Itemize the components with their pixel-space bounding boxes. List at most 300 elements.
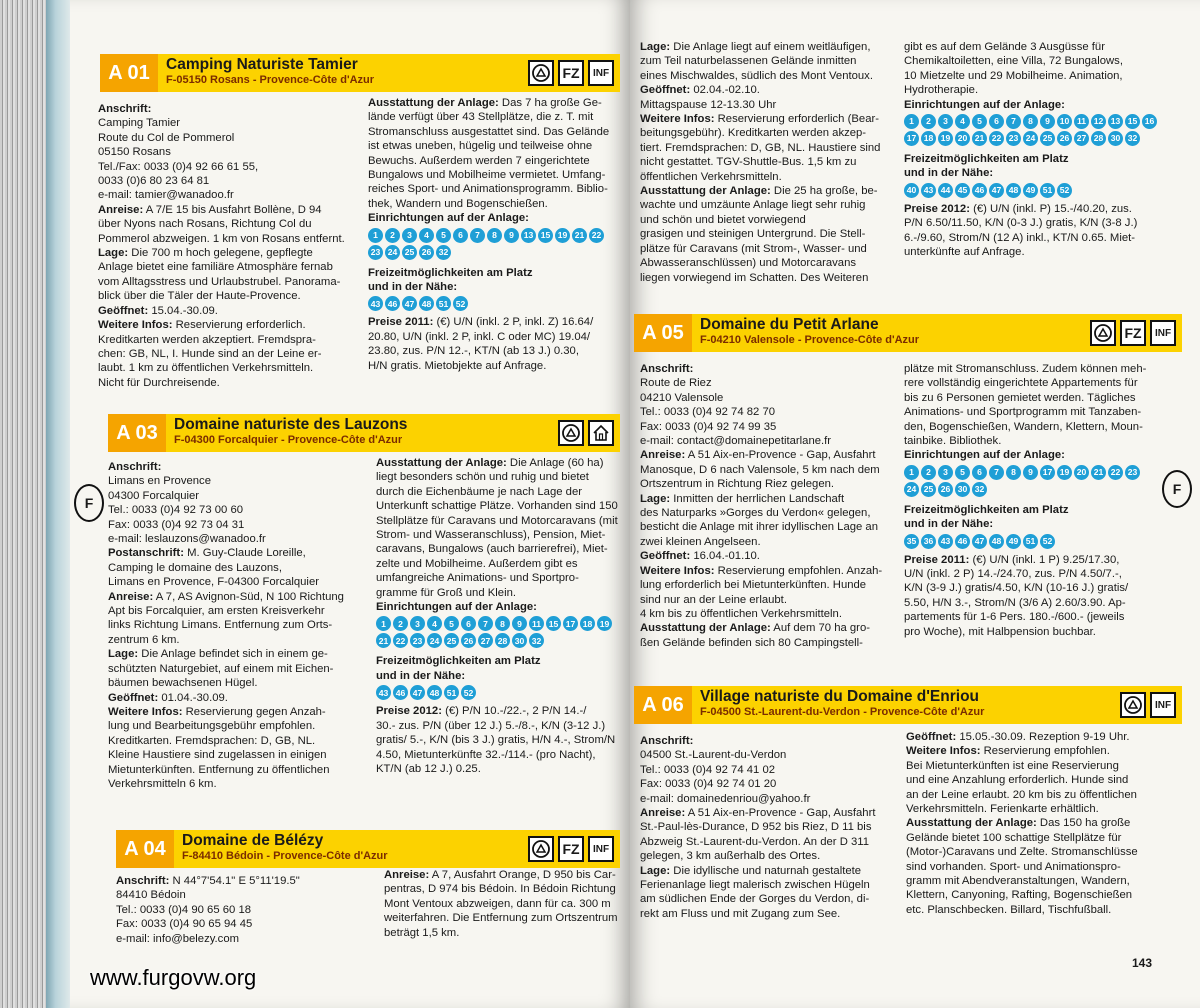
a01-right-column [368,96,618,373]
text-line: Preise 2011: (€) U/N (inkl. 2 P, inkl. Z) 16.64/ [368,316,594,329]
facility-number-badge: 26 [461,633,476,648]
facility-number-badge: 46 [385,296,400,311]
facility-number-badge: 18 [580,616,595,631]
facility-number-badge: 24 [385,245,400,260]
facility-number-badge: 5 [444,616,459,631]
facility-number-badge: 27 [1074,131,1089,146]
facility-number-badge: 9 [1040,114,1055,129]
campsite-location: F-84410 Bédoin - Provence-Côte d'Azur [182,850,388,862]
entry-title-bar [158,54,620,92]
text-line: reiches Sport- und Animationsprogramm. Biblio- [368,183,608,196]
a01-left-column [98,102,364,390]
entry-code: A 05 [634,314,692,352]
text-line: 23.80, zus. P/N 12.-, KT/N (ab 13 J.) 0.30, [368,345,579,358]
facility-number-badge: 8 [495,616,510,631]
campsite-name: Domaine du Petit Arlane [700,316,879,333]
facility-number-badge: 19 [938,131,953,146]
facility-number-badge: 52 [1040,534,1055,549]
prices [904,202,1166,260]
text-line: vom Alltagsstress und Urlaubstrubel. Panorama- [98,275,341,288]
text-line: Geöffnet: 02.04.-02.10. [640,84,760,97]
entry-header-a05 [634,314,1182,352]
text-line: zelte und Mobilheime. Außerdem gibt es [376,557,578,570]
campsite-name: Domaine de Bélézy [182,832,324,849]
text-line: Stromanschluss ausgestattet sind. Das Gelände [368,125,610,138]
campsite-location: F-04210 Valensole - Provence-Côte d'Azur [700,334,920,346]
leisure-label-2: und in der Nähe: [904,167,994,180]
facility-number-badge: 2 [921,114,936,129]
text-line: Hydrotherapie. [904,84,979,97]
facility-number-badge: 18 [921,131,936,146]
text-line: Geöffnet: 01.04.-30.09. [108,691,228,704]
facility-number-badge: 22 [989,131,1004,146]
text-line: Mont Ventoux abzweigen, dann für ca. 300 m [384,897,611,910]
text-line: blick über die Täler der Haute-Provence. [98,290,301,303]
text-line: Fax: 0033 (0)4 92 74 01 20 [640,778,777,791]
facilities-label: Einrichtungen auf der Anlage: [376,601,537,614]
facility-number-badge: 11 [1074,114,1089,129]
facility-number-badge: 32 [1125,131,1140,146]
text-line: Strom- und Wasseranschluss), Pension, Miet- [376,529,606,542]
fz-icon: FZ [1120,320,1146,346]
facility-number-badge: 3 [938,114,953,129]
inf-icon: INF [1150,320,1176,346]
text-line: 04500 St.-Laurent-du-Verdon [640,749,787,762]
facility-number-badge: 20 [955,131,970,146]
facility-number-badge: 7 [989,465,1004,480]
text-line: 4.50, Mietunterkünfte 32.-/114.- (pro Nacht), [376,748,596,761]
facility-number-badge: 9 [512,616,527,631]
text-line: Preise 2012: (€) U/N (inkl. P) 15.-/40.20, zus. [904,202,1132,215]
text-line: zentrum 6 km. [108,633,180,646]
facility-number-badge: 8 [1006,465,1021,480]
text-line: e-mail: contact@domainepetitarlane.fr [640,435,832,448]
leisure-label-2: und in der Nähe: [376,669,466,682]
facility-number-badge: 1 [904,465,919,480]
a04-continued-column [640,40,892,285]
text-line: Limans en Provence, F-04300 Forcalquier [108,576,319,589]
text-line: Geöffnet: 15.05.-30.09. Rezeption 9-19 Uhr. [906,731,1130,743]
text-line: 6.-/9.60, Strom/N (12 A) inkl., KT/N 0.65. Miet- [904,231,1136,244]
campsite-name: Village naturiste du Domaine d'Enriou [700,688,979,705]
facility-number-badge: 32 [436,245,451,260]
facility-number-badge: 36 [921,534,936,549]
text-line: Preise 2012: (€) P/N 10.-/22.-, 2 P/N 14.-/ [376,705,587,718]
facility-number-list [904,465,1154,497]
text-line: links Richtung Limans. Entfernung zum Orts- [108,619,333,632]
facility-number-badge: 49 [1023,183,1038,198]
facility-number-badge: 15 [1125,114,1140,129]
leisure-label: Freizeitmöglichkeiten am Platz [904,503,1069,516]
text-line: Fax: 0033 (0)4 90 65 94 45 [116,918,253,931]
facility-number-badge: 28 [495,633,510,648]
text-line: Anschrift: N 44°7'54.1" E 5°11'19.5" [116,875,300,887]
facility-number-badge: 21 [1091,465,1106,480]
a04-left-column [116,874,376,946]
facility-number-badge: 5 [972,114,987,129]
text-line: Camping Tamier [98,117,181,130]
facility-number-badge: 47 [402,296,417,311]
text-line: Abwasseranschlüssen) und Motorcaravans [640,257,857,270]
text-line: Chemikaltoiletten, eine Villa, 72 Bungalows, [904,55,1123,68]
text-line: bis zu 6 Personen gemietet werden. Tägliches [904,391,1136,404]
facility-number-badge: 28 [1091,131,1106,146]
text-line: gelegen, 3 km außerhalb des Ortes. [640,850,821,863]
text-line: Lage: Die Anlage liegt auf einem weitläufigen, [640,41,871,53]
text-line: P/N 6.50/11.50, K/N (0-3 J.) gratis, K/N (3-8 J.) [904,217,1138,230]
facility-number-badge: 52 [1057,183,1072,198]
facility-icons [528,60,614,86]
country-badge-f: F [1162,470,1192,508]
text-line: über Nyons nach Rosans, Richtung Col du [98,218,312,231]
country-badge-f: F [74,484,104,522]
leisure-label: Freizeitmöglichkeiten am Platz [368,266,533,279]
facility-number-badge: 24 [1023,131,1038,146]
text-line: Apt bis Forcalquier, am ersten Kreisverkehr [108,605,325,618]
facility-number-badge: 47 [972,534,987,549]
entry-title-bar [174,830,620,868]
a01-description [368,96,618,211]
facilities-label: Einrichtungen auf der Anlage: [368,212,529,225]
entry-code: A 03 [108,414,166,452]
facility-number-badge: 6 [453,228,468,243]
facility-number-badge: 9 [1023,465,1038,480]
a03-left-column [108,460,370,791]
facility-number-badge: 23 [368,245,383,260]
text-line: Tel.: 0033 (0)4 92 74 82 70 [640,406,776,419]
text-line: 5.50, H/N 3.-, Strom/N (3/6 A) 2.60/3.90. Ap- [904,596,1126,609]
text-line: Kreditkarten. Fremdsprachen: D, GB, NL. [108,734,316,747]
text-line: den, Bogenschießen, Wandern, Klettern, Moun- [904,420,1143,433]
facility-number-badge: 43 [376,685,391,700]
text-line: KT/N (ab 12 J.) 0.25. [376,762,481,775]
leisure-number-list [368,296,618,311]
text-line: Lage: Die 700 m hoch gelegene, gepflegte [98,247,313,260]
text-line: Ausstattung der Anlage: Die Anlage (60 ha) [376,457,604,469]
acsi-card-icon [528,836,554,862]
text-line: grasigen und steinigen Untergrund. Die Stell- [640,228,866,241]
text-line: eines Mischwaldes, südlich des Mont Ventoux. [640,69,873,82]
facility-icons [558,420,614,446]
facility-number-badge: 7 [478,616,493,631]
facility-number-badge: 6 [972,465,987,480]
facility-number-badge: 22 [393,633,408,648]
prices [376,704,620,776]
acsi-card-icon [528,60,554,86]
text-line: Nicht für Durchreisende. [98,376,220,389]
text-line: Camping le domaine des Lauzons, [108,561,282,574]
text-line: Tel.: 0033 (0)4 92 74 41 02 [640,763,776,776]
text-line: e-mail: leslauzons@wanadoo.fr [108,533,266,546]
campsite-name: Domaine naturiste des Lauzons [174,416,408,433]
text-line: bäumen bewachsenen Hügel. [108,677,258,690]
facility-number-badge: 48 [419,296,434,311]
facility-number-badge: 15 [546,616,561,631]
text-line: tainbike. Bibliothek. [904,435,1002,448]
text-line: lände verfügt über 43 Stellplätze, die z. T. mit [368,111,594,124]
text-line: Ausstattung der Anlage: Das 7 ha große Ge- [368,97,602,109]
facility-number-badge: 13 [1108,114,1123,129]
text-line: besticht die Anlage mit ihrer idyllischen Lage an [640,521,879,534]
text-line: Ausstattung der Anlage: Das 150 ha große [906,817,1131,830]
facility-number-badge: 1 [368,228,383,243]
facility-number-badge: 3 [938,465,953,480]
a03-description [376,456,620,600]
facility-number-badge: 17 [1040,465,1055,480]
facility-number-badge: 47 [410,685,425,700]
text-line: zwei kleinen Angelseen. [640,535,761,548]
facility-number-badge: 26 [419,245,434,260]
a04-continued-right-column [904,40,1166,259]
text-line: Geöffnet: 15.04.-30.09. [98,304,218,317]
facility-number-list [904,114,1166,146]
facility-number-list [376,616,620,648]
facility-number-badge: 8 [487,228,502,243]
a06-left-column [640,734,896,921]
a05-description [904,362,1154,448]
facility-number-badge: 26 [1057,131,1072,146]
text-line: partements für 1-6 Pers. 180.-/600.- (jeweils [904,611,1125,624]
text-line: liegen vorwiegend im Schatten. Des Weiteren [640,271,869,284]
inf-icon: INF [588,60,614,86]
entry-code: A 06 [634,686,692,724]
text-line: Limans en Provence [108,475,211,488]
facility-number-badge: 51 [444,685,459,700]
text-line: Anreise: A 7/E 15 bis Ausfahrt Bollène, D 94 [98,203,322,216]
text-line: etc. Planschbecken. Billard, Tischfußball. [906,903,1112,916]
leisure-number-list [904,534,1154,549]
text-line: Animations- und Sportprogramm mit Tanzaben- [904,406,1142,419]
facility-number-badge: 5 [955,465,970,480]
text-line: gibt es auf dem Gelände 3 Ausgüsse für [904,41,1105,53]
facility-number-badge: 19 [555,228,570,243]
text-line: Ferienanlage liegt malerisch zwischen Hügeln [640,879,870,892]
facility-number-badge: 4 [427,616,442,631]
text-line: Verkehrsmitteln. Ferienkarte erhältlich. [906,803,1099,816]
facility-number-badge: 24 [904,482,919,497]
facility-number-badge: 1 [376,616,391,631]
facility-number-badge: 10 [1057,114,1072,129]
text-line: am südlichen Ende der Gorges du Verdon, di- [640,893,870,906]
book-page-edges [0,0,46,1008]
facility-number-badge: 27 [478,633,493,648]
left-page [70,0,630,1008]
text-line: Ortszentrum in Richtung Riez gelegen. [640,478,835,491]
a04-right-column [384,868,620,940]
text-line: 20.80, U/N (inkl. 2 P, inkl. C oder MC) 19.04/ [368,330,591,343]
text-line: Unterkunft schattige Plätze. Vorhanden sind 150 [376,500,618,513]
facility-number-badge: 5 [436,228,451,243]
facility-number-badge: 22 [589,228,604,243]
text-line: Geöffnet: 16.04.-01.10. [640,550,760,563]
text-line: plätze mit Stromanschluss. Zudem können meh- [904,363,1147,375]
facility-number-badge: 9 [504,228,519,243]
facility-number-badge: 7 [470,228,485,243]
text-line: Anreise: A 7, Ausfahrt Orange, D 950 bis Car- [384,869,616,881]
facility-number-badge: 6 [989,114,1004,129]
facility-number-badge: 3 [410,616,425,631]
facility-number-badge: 16 [1142,114,1157,129]
text-line: Mittagspause 12-13.30 Uhr [640,98,777,111]
facility-icons [528,836,614,862]
text-line: caravans, Bungalows (auch barrierefrei), Miet- [376,543,608,556]
text-line: Mietunterkünften. Entfernung zu öffentlichen [108,763,330,776]
house-icon [588,420,614,446]
text-line: unterkünfte auf Anfrage. [904,246,1025,259]
text-line: 04210 Valensole [640,391,724,404]
text-line: K/N (3-9 J.) gratis/4.50, K/N (10-16 J.) gratis/ [904,582,1129,595]
facility-number-badge: 6 [461,616,476,631]
text-line: rekt am Fluss und mit Zugang zum See. [640,907,841,920]
facility-number-badge: 11 [529,616,544,631]
text-line: umfangreiche Animations- und Sportpro- [376,572,579,585]
facility-number-badge: 35 [904,534,919,549]
text-line: schützten Naturgebiet, auf einem mit Eichen- [108,662,334,675]
leisure-label-2: und in der Nähe: [904,518,994,531]
text-line: tiert. Fremdsprachen: D, GB, NL. Haustiere sind [640,141,881,154]
facility-number-badge: 45 [955,183,970,198]
text-line: an der Leine erlaubt. 20 km bis zu öffentlichen [906,788,1137,801]
text-line: pro Woche), mit Halbpension buchbar. [904,625,1096,638]
text-line: ist etwas uneben, hügelig und teilweise ohne [368,140,593,153]
facility-number-badge: 40 [904,183,919,198]
text-line: Lage: Inmitten der herrlichen Landschaft [640,492,845,505]
campsite-location: F-05150 Rosans - Provence-Côte d'Azur [166,74,375,86]
text-line: Anschrift: [98,103,152,115]
facility-number-badge: 21 [972,131,987,146]
facility-number-badge: 23 [1006,131,1021,146]
text-line: thek, Wandern und Bogenschießen. [368,197,548,210]
entry-header-a04 [116,830,620,868]
prices [904,553,1154,639]
text-line: Fax: 0033 (0)4 92 73 04 31 [108,518,245,531]
text-line: Abzweig St.-Laurent-du-Verdon. An der D 311 [640,835,870,848]
entry-header-a01 [100,54,620,92]
text-line: (Motor-)Caravans und Zelte. Stromanschlüsse [906,846,1138,859]
text-line: 4 km bis zu öffentlichen Verkehrsmitteln. [640,607,842,620]
text-line: lung erforderlich bei Mietunterkünften. Hunde [640,579,867,592]
text-line: des Naturparks »Gorges du Verdon« gelegen, [640,507,871,520]
facility-number-badge: 26 [938,482,953,497]
facility-number-badge: 46 [393,685,408,700]
facility-number-badge: 48 [1006,183,1021,198]
facility-number-badge: 46 [955,534,970,549]
facility-number-badge: 21 [376,633,391,648]
facility-number-badge: 4 [955,114,970,129]
text-line: plätze für Caravans (mit Strom-, Wasser- und [640,242,867,255]
fz-icon: FZ [558,836,584,862]
text-line: Bei Mietunterkünften ist eine Reservierung [906,759,1119,772]
text-line: Anlage bietet eine familiäre Atmosphäre fernab [98,261,333,274]
facility-number-badge: 51 [1023,534,1038,549]
facility-number-badge: 2 [393,616,408,631]
text-line: gratis/ 5.-, K/N (bis 3 J.) gratis, H/N 4.-, Strom/N [376,734,616,747]
facility-number-badge: 25 [444,633,459,648]
text-line: Bewuchs. Außerdem werden 7 eingerichtete [368,154,590,167]
text-line: gramm mit Abendveranstaltungen, Wandern, [906,875,1130,888]
facility-icons [1090,320,1176,346]
facility-number-badge: 32 [972,482,987,497]
text-line: Anschrift: [640,363,694,375]
facility-number-badge: 47 [989,183,1004,198]
text-line: Anreise: A 51 Aix-en-Provence - Gap, Ausfahrt [640,449,876,462]
a06-right-column [906,730,1166,917]
facility-number-badge: 22 [1108,465,1123,480]
entry-header-a06 [634,686,1182,724]
text-line: Kreditkarten werden akzeptiert. Fremdspra- [98,333,316,346]
facility-number-badge: 3 [402,228,417,243]
text-line: Fax: 0033 (0)4 92 74 99 35 [640,420,777,433]
right-page [630,0,1200,1008]
a05-left-column [640,362,892,650]
text-line: Pommerol abzweigen. 1 km von Rosans entfernt. [98,232,345,245]
acsi-card-icon [1120,692,1146,718]
text-line: sind vorhanden. Sport- und Animationspro- [906,860,1121,873]
text-line: Kleine Haustiere sind zugelassen in einigen [108,749,327,762]
text-line: Tel.: 0033 (0)4 90 65 60 18 [116,903,252,916]
text-line: zum Teil naturbelassenen Gelände inmitten [640,55,857,68]
text-line: pentras, D 974 bis Bédoin. In Bédoin Richtung [384,883,616,896]
facility-number-badge: 4 [419,228,434,243]
entry-code: A 04 [116,830,174,868]
campsite-name: Camping Naturiste Tamier [166,56,358,73]
text-line: Ausstattung der Anlage: Auf dem 70 ha gro- [640,622,870,635]
text-line: Weitere Infos: Reservierung empfohlen. Anzah- [640,564,883,577]
text-line: sind nur an der Leine erlaubt. [640,593,787,606]
facility-number-badge: 19 [597,616,612,631]
text-line: Weitere Infos: Reservierung erforderlich (Bear- [640,113,879,126]
text-line: Route de Riez [640,377,712,390]
facility-number-badge: 51 [1040,183,1055,198]
watermark: www.furgovw.org [90,965,257,990]
text-line: ßen Gelände befinden sich 80 Campingstell- [640,636,863,649]
facility-icons [1120,692,1176,718]
inf-icon: INF [588,836,614,862]
text-line: nicht gestattet. TGV-Shuttle-Bus. 1,5 km zu [640,156,857,169]
text-line: H/N gratis. Mietobjekte auf Anfrage. [368,359,547,372]
text-line: Bungalows und Mobilheime vermietet. Umfang- [368,169,606,182]
text-line: Manosque, D 6 nach Valensole, 5 km nach dem [640,463,880,476]
leisure-number-list [376,685,620,700]
text-line: liegt besonders schön und ruhig und bietet [376,471,589,484]
campsite-location: F-04500 St.-Laurent-du-Verdon - Provence-Côte d'Azur [700,706,985,718]
text-line: durch die Eichenbäume je nach Lage der [376,485,582,498]
entry-title-bar [692,314,1182,352]
facility-number-badge: 15 [538,228,553,243]
text-line: Weitere Infos: Reservierung erforderlich. [98,319,306,332]
facility-number-badge: 43 [921,183,936,198]
facility-number-badge: 48 [427,685,442,700]
a05-right-column [904,362,1154,639]
entry-header-a03 [108,414,620,452]
text-line: Ausstattung der Anlage: Die 25 ha große, be- [640,185,878,198]
text-line: und schön und bietet vorwiegend [640,213,806,226]
facility-number-badge: 8 [1023,114,1038,129]
facilities-label: Einrichtungen auf der Anlage: [904,98,1065,111]
text-line: und eine Anzahlung erforderlich. Hunde sind [906,774,1129,787]
text-line: lung und Bearbeitungsgebühr empfohlen. [108,720,316,733]
text-line: öffentlichen Verkehrsmitteln. [640,170,782,183]
text-line: Verkehrsmitteln 6 km. [108,777,217,790]
facility-number-badge: 24 [427,633,442,648]
a03-right-column [376,456,620,776]
text-line: laubt. 1 km zu öffentlichen Verkehrsmitteln. [98,362,314,375]
facility-number-badge: 7 [1006,114,1021,129]
text-line: 84410 Bédoin [116,889,186,902]
facility-number-badge: 17 [904,131,919,146]
text-line: St.-Paul-lès-Durance, D 952 bis Riez, D 11 bis [640,821,872,834]
entry-title-bar [166,414,620,452]
